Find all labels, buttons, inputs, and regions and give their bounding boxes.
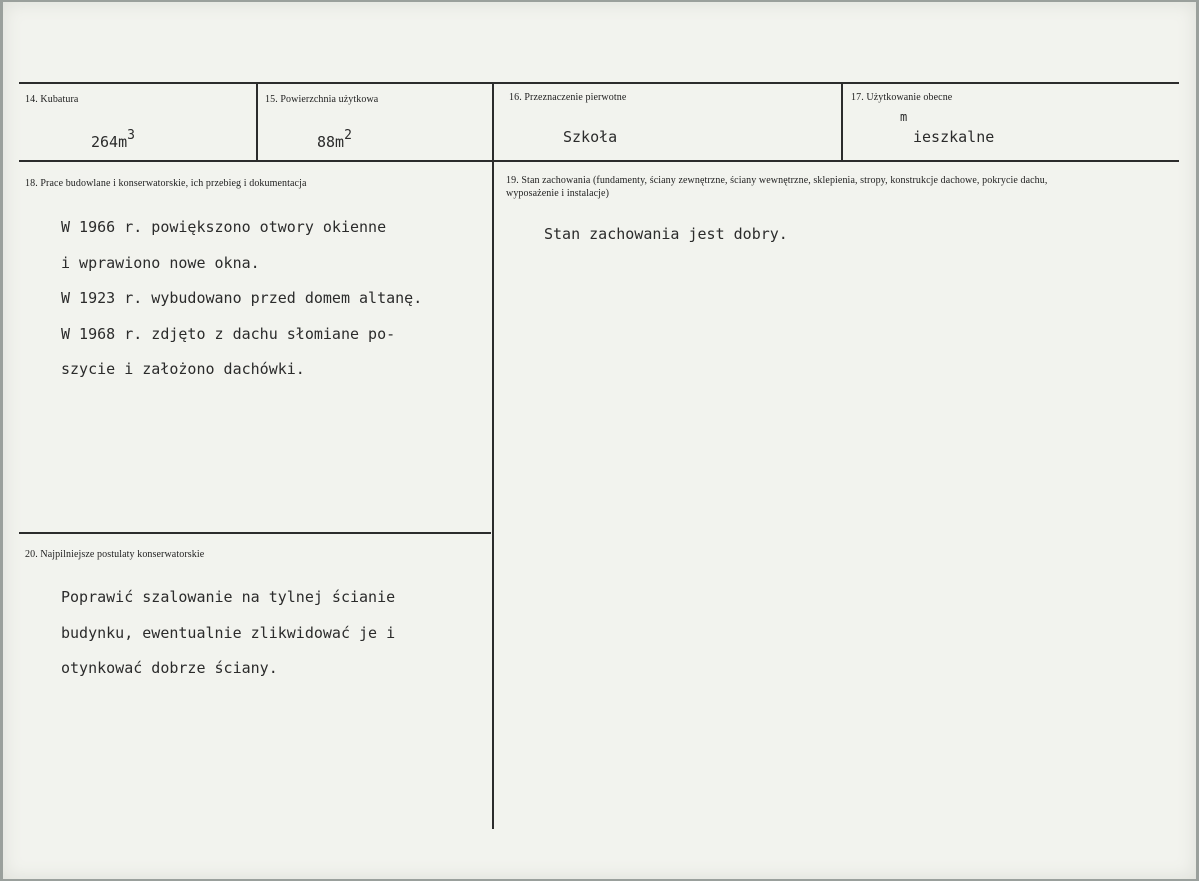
stan-label: 19. Stan zachowania (fundamenty, ściany zewnętrzne, ściany wewnętrzne, sklepienia, stropy, konstrukcje dachowe, pokrycie dachu, wyposażenie i instalacje)	[506, 175, 1048, 199]
top-rule	[19, 82, 1179, 84]
divider-kubatura	[256, 84, 258, 161]
divider-przeznaczenie	[841, 84, 843, 161]
uzytkowanie-label: 17. Użytkowanie obecne	[851, 92, 953, 103]
prace-label: 18. Prace budowlane i konserwatorskie, ich przebieg i dokumentacja	[25, 178, 307, 189]
kubatura-unit-exponent: 3	[127, 128, 135, 143]
kubatura-value	[91, 130, 135, 151]
uzytkowanie-value: ieszkalne	[913, 128, 995, 146]
powierzchnia-unit-exponent: 2	[344, 128, 352, 143]
prace-line: W 1966 r. powiększono otwory okienne	[61, 218, 387, 236]
powierzchnia-value	[317, 130, 352, 151]
stan-value: Stan zachowania jest dobry.	[544, 225, 788, 243]
row1-rule	[19, 160, 1179, 162]
postulaty-line: otynkować dobrze ściany.	[61, 659, 278, 677]
divider-powierzchnia	[492, 84, 494, 829]
inventory-card	[3, 2, 1196, 879]
prace-lines	[61, 218, 422, 396]
prace-line: szycie i założono dachówki.	[61, 360, 305, 378]
prace-line: W 1923 r. wybudowano przed domem altanę.	[61, 289, 423, 307]
przeznaczenie-label: 16. Przeznaczenie pierwotne	[509, 92, 627, 103]
kubatura-label: 14. Kubatura	[25, 94, 79, 105]
postulaty-label: 20. Najpilniejsze postulaty konserwatorskie	[25, 549, 205, 560]
uzytkowanie-mark: m	[900, 110, 908, 124]
prace-line: i wprawiono nowe okna.	[61, 253, 260, 272]
powierzchnia-label: 15. Powierzchnia użytkowa	[265, 94, 379, 105]
prace-line: W 1968 r. zdjęto z dachu słomiane po-	[61, 324, 396, 343]
left-split-rule	[19, 532, 491, 534]
powierzchnia-number: 88m	[317, 133, 345, 151]
postulaty-lines	[61, 588, 395, 695]
kubatura-number: 264m	[91, 133, 128, 151]
postulaty-line: budynku, ewentualnie zlikwidować je i	[61, 623, 396, 642]
przeznaczenie-value: Szkoła	[563, 128, 618, 146]
postulaty-line: Poprawić szalowanie na tylnej ścianie	[61, 588, 396, 606]
